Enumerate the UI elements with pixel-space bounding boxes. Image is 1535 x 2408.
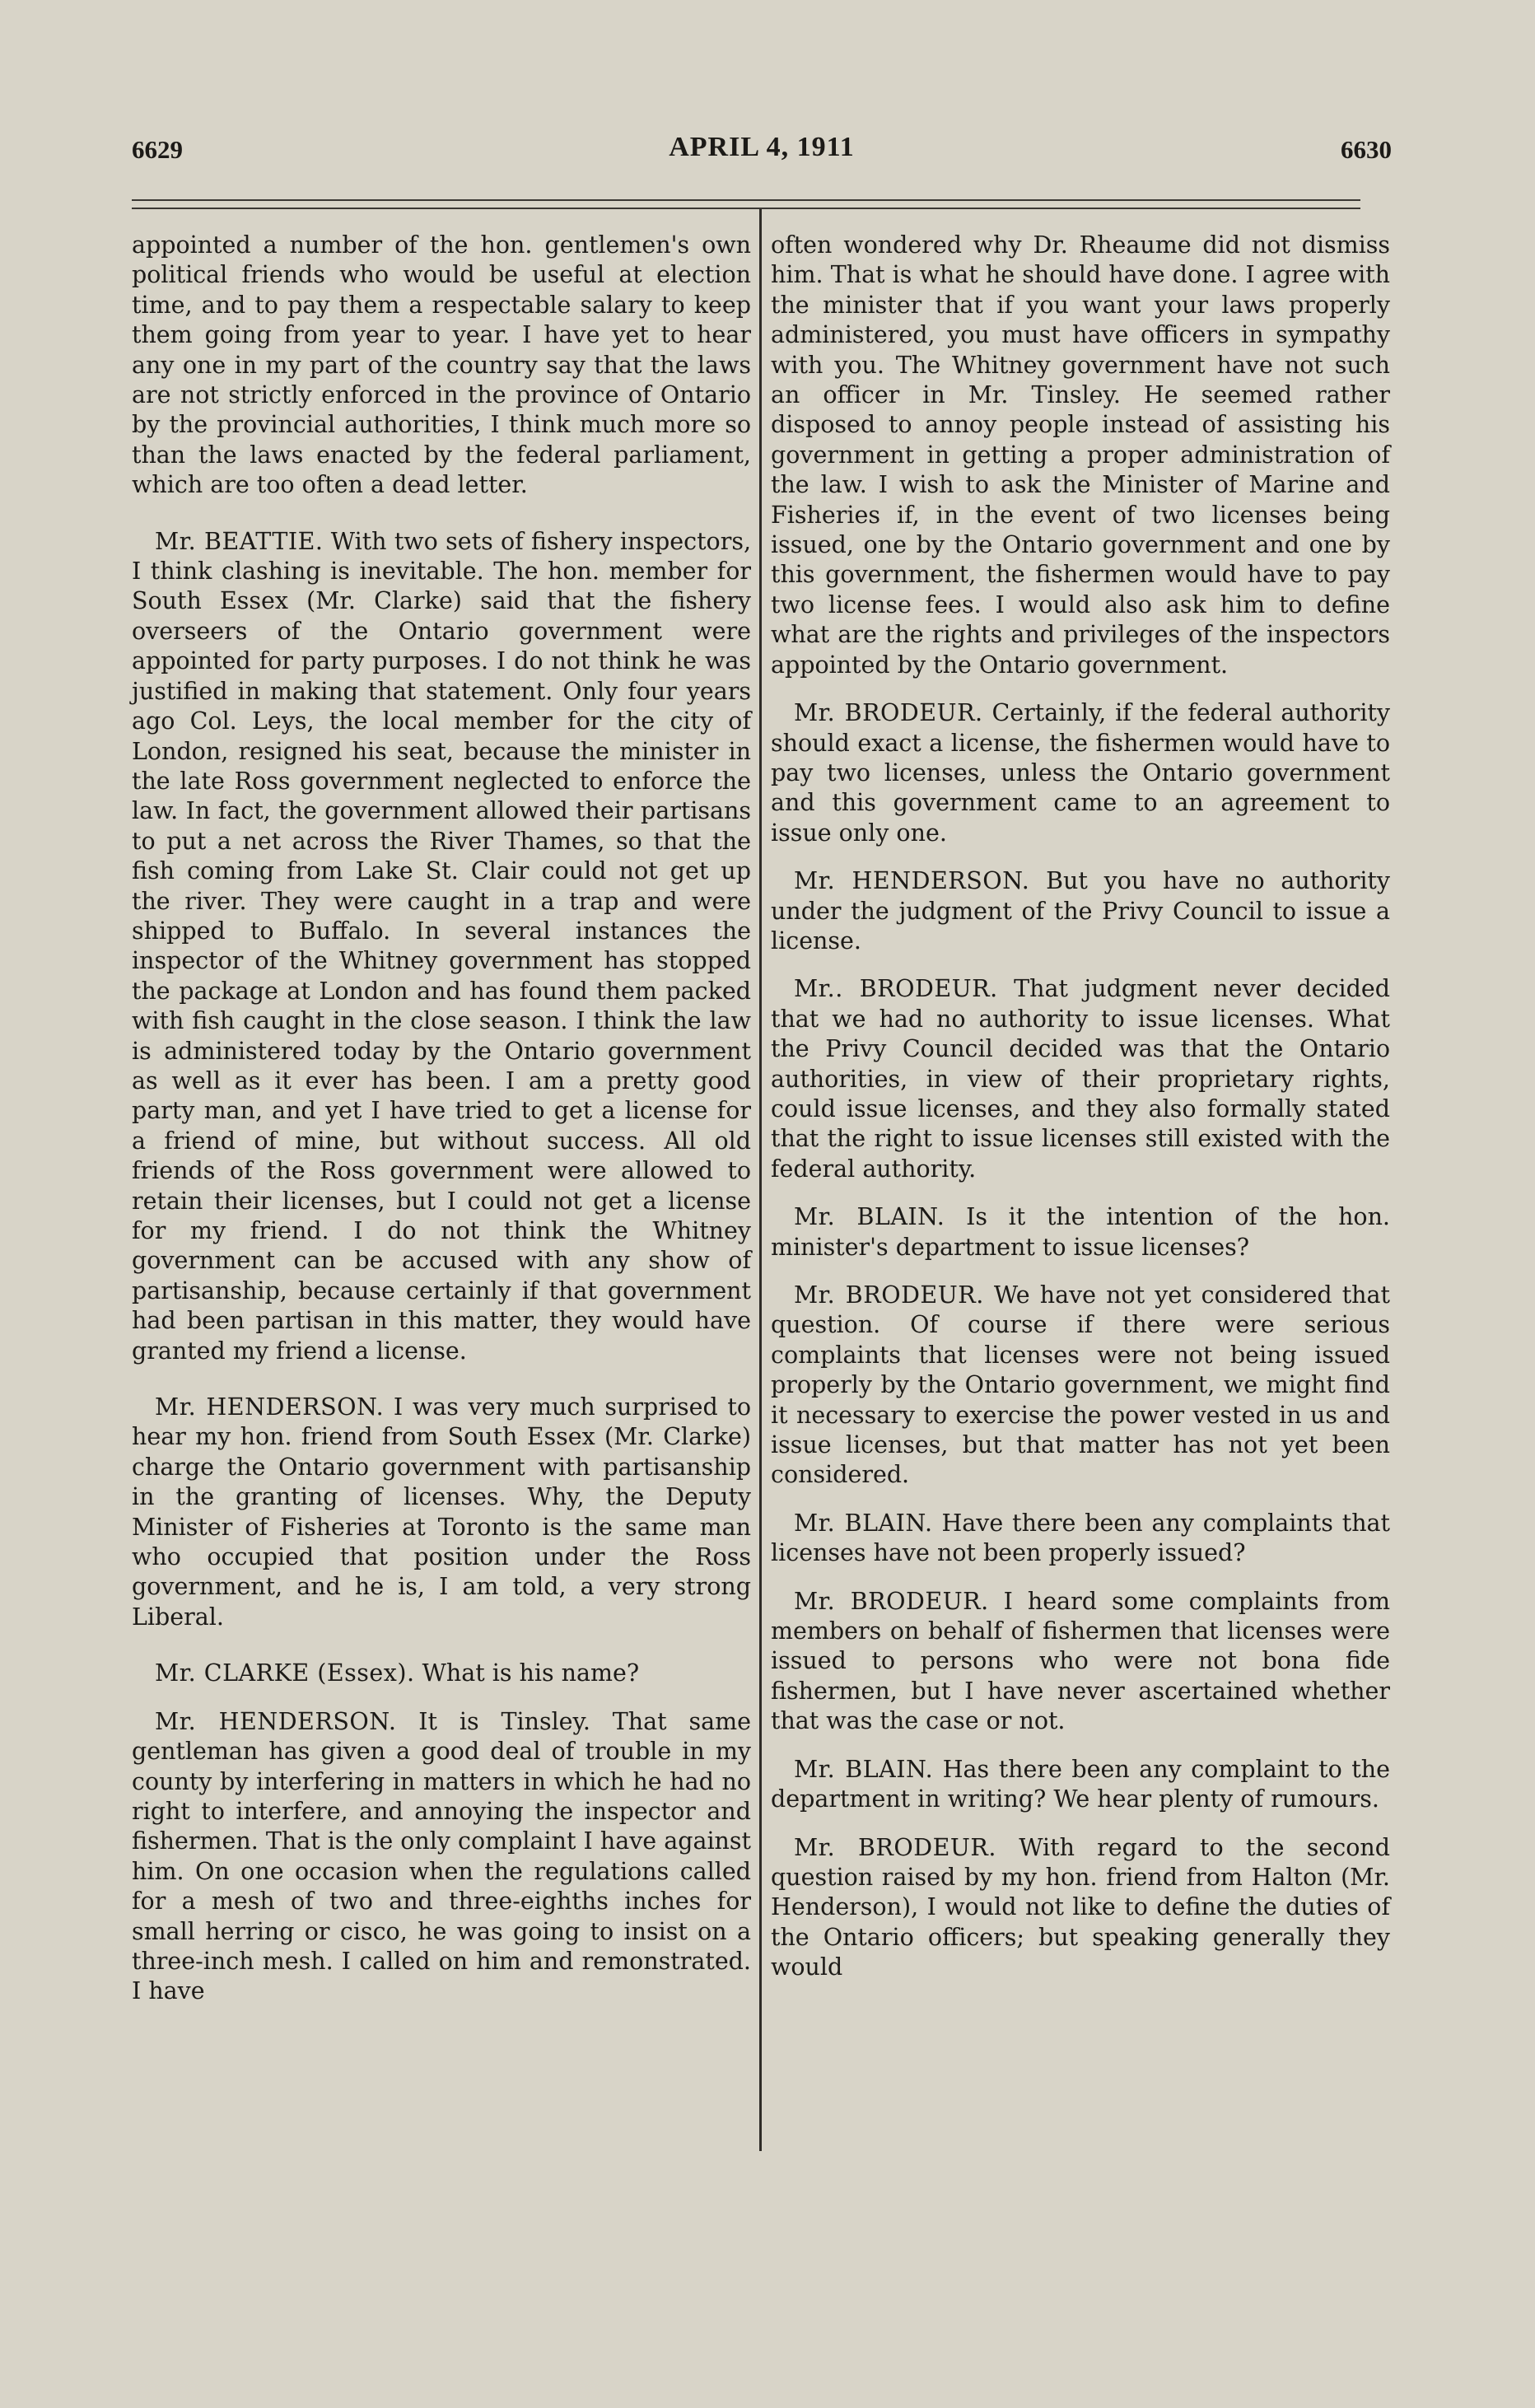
speaker-name: Mr. CLARKE (Essex). — [155, 1659, 415, 1687]
speech-text: What is his name? — [422, 1659, 640, 1687]
speaker-name: Mr. BLAIN. — [794, 1203, 945, 1231]
speech-text: I was very much surprised to hear my hon. friend from South Essex (Mr. Clarke) charge the Ontario government with partisanship in the granting of licenses. Why, the Deputy Minister of Fisheries at Toronto is the same man who occupied that position under the Ross government, and he is, I am told, a very strong Liberal. — [132, 1393, 752, 1631]
speaker-name: Mr. HENDERSON. — [155, 1393, 385, 1421]
speaker-name: Mr. BRODEUR. — [794, 699, 983, 727]
speaker-name: Mr. BRODEUR. — [794, 1281, 984, 1309]
speech-text: But you have no authority under the judgment of the Privy Council to issue a license. — [771, 867, 1390, 954]
header-rule-bottom — [132, 208, 1360, 209]
speech-paragraph — [132, 1393, 751, 1632]
paragraph — [771, 231, 1390, 680]
page-number-right: 6630 — [1341, 135, 1392, 164]
speaker-name: Mr. HENDERSON. — [794, 867, 1030, 895]
speech-paragraph — [771, 1509, 1390, 1569]
speaker-name: Mr. BLAIN. — [794, 1755, 934, 1783]
paragraph-text: often wondered why Dr. Rheaume did not dismiss him. That is what he should have done. I agree with the minister that if you want your laws properly administered, you must have officers in sympathy with you. The Whitney government have not such an officer in Mr. Tinsley. He seemed rather disposed to annoy people instead of assisting his government in getting a proper administration of the law. I wish to ask the Minister of Marine and Fisheries if, in the event of two licenses being issued, one by the Ontario government and one by this government, the fishermen would have to pay two license fees. I would also ask him to define what are the rights and privileges of the inspectors appointed by the Ontario government. — [771, 231, 1390, 679]
speech-text: I heard some complaints from members on behalf of fishermen that licenses were issued to persons who were not bona fide fishermen, but I have never ascertained whether that was the case or not. — [771, 1587, 1390, 1735]
speech-text: Have there been any complaints that licenses have not been properly issued? — [771, 1509, 1390, 1567]
speech-paragraph — [771, 1833, 1390, 1983]
speech-text: It is Tinsley. That same gentleman has given a good deal of trouble in my county by interfering in matters in which he had no right to interfere, and annoying the inspector and fishermen. That is the only complaint I have against him. On one occasion when the regulations called for a mesh of two and three-eighths inches for small herring or cisco, he was going to insist on a three-inch mesh. I called on him and remonstrated. I have — [132, 1707, 751, 2005]
speech-text: We have not yet considered that question. Of course if there were serious complaints that licenses were not being issued properly by the Ontario government, we might find it necessary to exercise the power vested in us and issue licenses, but that matter has not yet been considered. — [771, 1281, 1390, 1489]
header-date: APRIL 4, 1911 — [669, 132, 855, 162]
speech-text: Certainly, if the federal authority should exact a license, the fishermen would have to pay two licenses, unless the Ontario government and this government came to an agreement to issue only one. — [771, 699, 1390, 847]
speech-paragraph — [771, 866, 1390, 956]
speaker-name: Mr. BRODEUR. — [794, 1587, 989, 1615]
speech-text: Is it the intention of the hon. minister's department to issue licenses? — [771, 1203, 1390, 1261]
speech-paragraph — [132, 1659, 751, 1688]
speech-paragraph — [771, 1587, 1390, 1737]
paragraph — [132, 231, 751, 501]
speech-paragraph — [771, 698, 1390, 848]
speech-paragraph — [132, 527, 751, 1366]
right-column — [771, 231, 1390, 2001]
speech-text: With regard to the second question raised by my hon. friend from Halton (Mr. Henderson), I would not like to define the duties of the Ontario officers; but speaking generally they would — [771, 1833, 1390, 1981]
speaker-name: Mr. BLAIN. — [794, 1509, 933, 1537]
speech-text: Has there been any complaint to the department in writing? We hear plenty of rumours. — [771, 1755, 1390, 1813]
speech-paragraph — [771, 974, 1390, 1184]
speaker-name: Mr. BRODEUR. — [794, 1833, 996, 1861]
speaker-name: Mr. HENDERSON. — [155, 1707, 397, 1735]
speech-paragraph — [132, 1707, 751, 2007]
speech-paragraph — [771, 1755, 1390, 1815]
speech-text: With two sets of fishery inspectors, I think clashing is inevitable. The hon. member for South Essex (Mr. Clarke) said that the fishery overseers of the Ontario government were appointed for party purposes. I do not think he was justified in making that statement. Only four years ago Col. Leys, the local member for the city of London, resigned his seat, because the minister in the late Ross government neglected to enforce the law. In fact, the government allowed their partisans to put a net across the River Thames, so that the fish coming from Lake St. Clair could not get up the river. They were caught in a trap and were shipped to Buffalo. In several instances the inspector of the Whitney government has stopped the package at London and has found them packed with fish caught in the close season. I think the law is administered today by the Ontario government as well as it ever has been. I am a pretty good party man, and yet I have tried to get a license for a friend of mine, but without success. All old friends of the Ross government were allowed to retain their licenses, but I could not get a license for my friend. I do not think the Whitney government can be accused with any show of partisanship, because certainly if that government had been partisan in this matter, they would have granted my friend a license. — [132, 527, 752, 1365]
page-header — [132, 124, 1392, 173]
page-number-left: 6629 — [132, 135, 183, 164]
paragraph-text: appointed a number of the hon. gentlemen's own political friends who would be useful at election time, and to pay them a respectable salary to keep them going from year to year. I have yet to hear any one in my part of the country say that the laws are not strictly enforced in the province of Ontario by the provincial authorities, I think much more so than the laws enacted by the federal parliament, which are too often a dead letter. — [132, 231, 751, 499]
speech-paragraph — [771, 1281, 1390, 1491]
column-divider — [759, 209, 762, 2151]
speech-paragraph — [771, 1202, 1390, 1262]
header-rule-top — [132, 199, 1360, 201]
speaker-name: Mr.. BRODEUR. — [794, 975, 998, 1003]
speech-text: That judgment never decided that we had no authority to issue licenses. What the Privy Council decided was that the Ontario authorities, in view of their proprietary rights, could issue licenses, and they also formally stated that the right to issue licenses still existed with the federal authority. — [771, 975, 1391, 1183]
left-column — [132, 231, 751, 2033]
speaker-name: Mr. BEATTIE. — [155, 527, 324, 555]
